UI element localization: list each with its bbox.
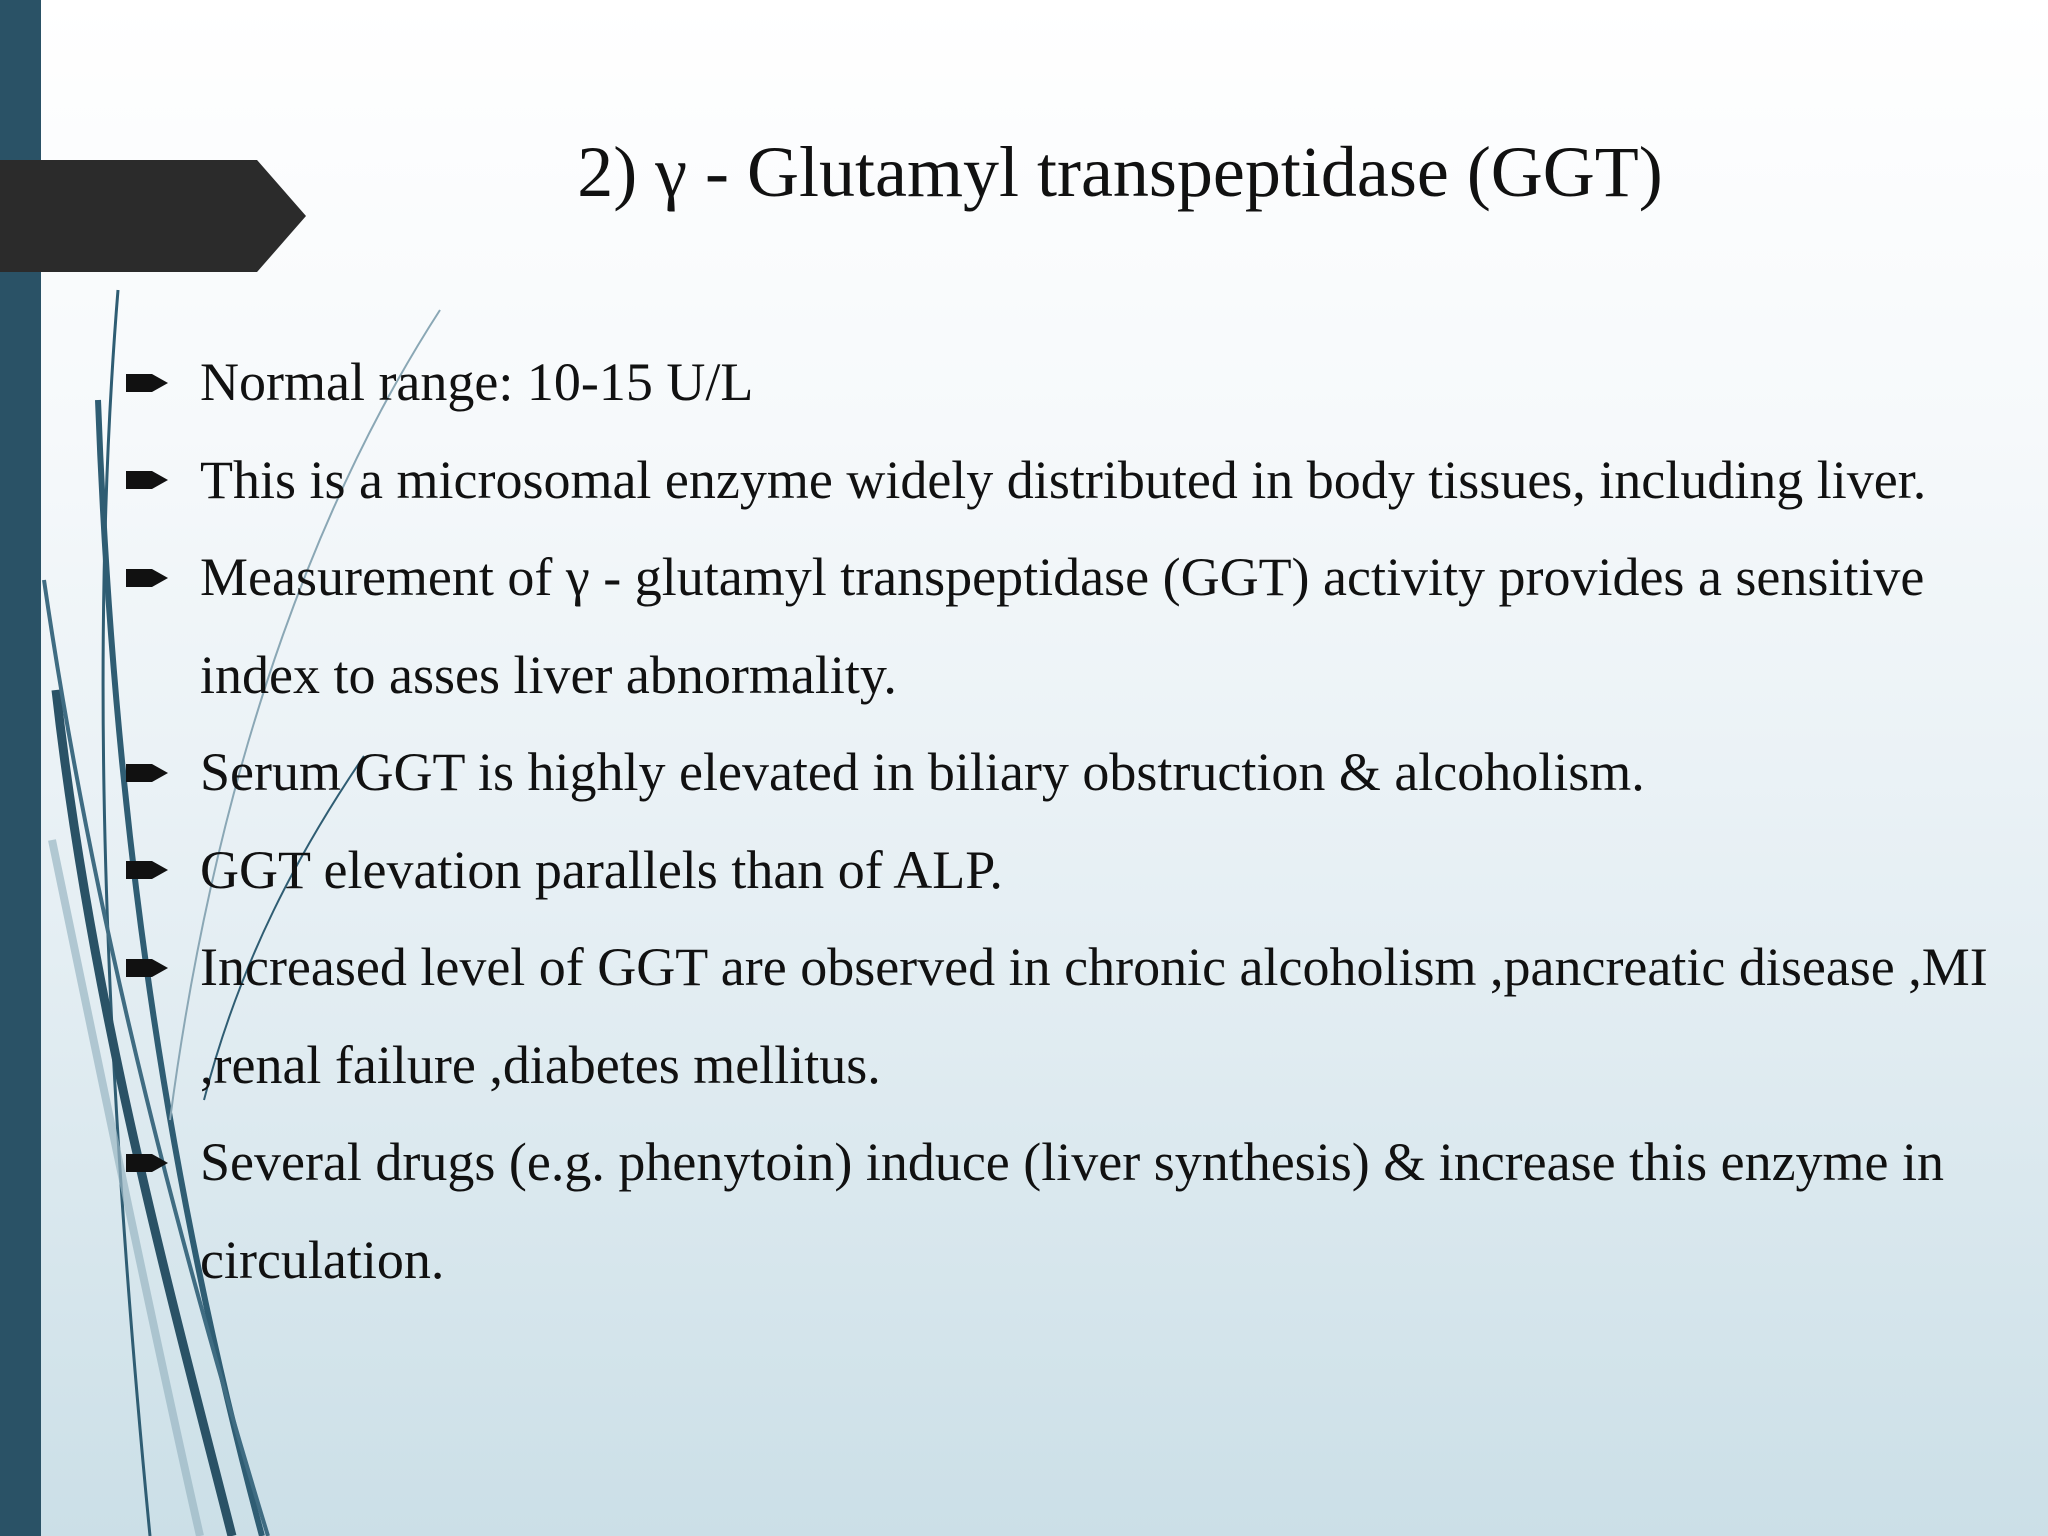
bullet-item (126, 529, 2006, 724)
bullet-item (126, 822, 2006, 920)
slide-title: 2) γ - Glutamyl transpeptidase (GGT) (577, 132, 1663, 212)
arrow-bullet-icon (126, 334, 200, 432)
bullet-item (126, 432, 2006, 530)
bullet-item (126, 1114, 2006, 1309)
arrow-bullet-icon (126, 432, 200, 530)
bullet-text: Normal range: 10-15 U/L (200, 352, 754, 412)
bullet-item (126, 724, 2006, 822)
arrow-bullet-icon (126, 724, 200, 822)
bullet-text: GGT elevation parallels than of ALP. (200, 839, 1003, 900)
bullet-list (126, 334, 2006, 1309)
bullet-item (126, 919, 2006, 1114)
bullet-text: Several drugs (e.g. phenytoin) induce (liver synthesis) & increase this enzyme in circulation. (200, 1132, 1945, 1290)
bullet-text: Measurement of γ - glutamyl transpeptidase (GGT) activity provides a sensitive index to asses liver abnormality. (200, 547, 1925, 705)
arrow-bullet-icon (126, 822, 200, 920)
arrow-bullet-icon (126, 529, 200, 627)
bullet-text: Increased level of GGT are observed in chronic alcoholism ,pancreatic disease ,MI ,renal failure ,diabetes mellitus. (200, 937, 1988, 1095)
bullet-text: This is a microsomal enzyme widely distributed in body tissues, including liver. (200, 449, 1927, 510)
arrow-bullet-icon (126, 1114, 200, 1212)
bullet-item (126, 334, 2006, 432)
arrow-bullet-icon (126, 919, 200, 1017)
bullet-text: Serum GGT is highly elevated in biliary obstruction & alcoholism. (200, 742, 1645, 802)
title-arrow-shape (0, 160, 306, 272)
